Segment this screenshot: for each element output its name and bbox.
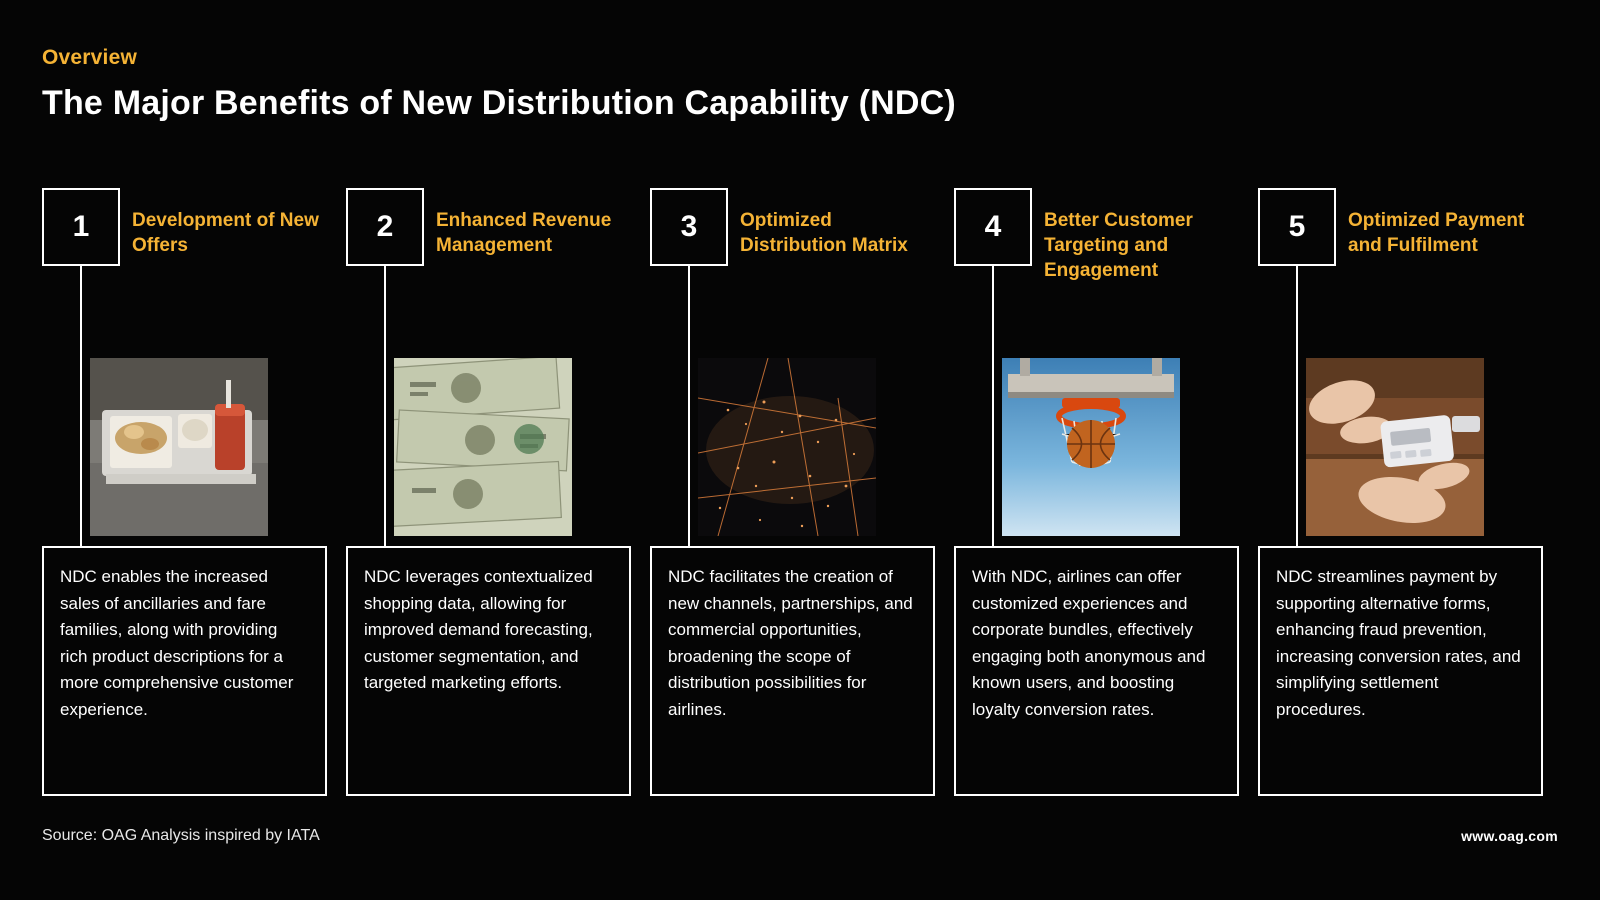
benefit-number-3: 3 [650,188,728,266]
benefit-number-5: 5 [1258,188,1336,266]
benefit-description-3: NDC facilitates the creation of new channels, partnerships, and commercial opportunities, broadening the scope of distribution possibilities for airlines. [650,546,935,796]
eyebrow-label: Overview [42,46,137,69]
benefit-description-5: NDC streamlines payment by supporting alternative forms, enhancing fraud prevention, increasing conversion rates, and simplifying settlement procedures. [1258,546,1543,796]
connector-line-4 [992,266,994,546]
benefit-column-3 [650,188,935,808]
benefit-description-4: With NDC, airlines can offer customized experiences and corporate bundles, effectively engaging both anonymous and known users, and boosting loyalty conversion rates. [954,546,1239,796]
benefit-column-5 [1258,188,1543,808]
benefit-label-5: Optimized Payment and Fulfilment [1348,210,1525,257]
benefit-header-1 [42,188,327,266]
airline-meal-tray-photo [90,358,268,536]
benefit-label-4: Better Customer Targeting and Engagement [1044,210,1193,282]
benefit-header-2 [346,188,631,266]
benefit-number-1: 1 [42,188,120,266]
benefit-label-3: Optimized Distribution Matrix [740,210,908,257]
benefit-number-4: 4 [954,188,1032,266]
hand-using-card-payment-terminal-photo [1306,358,1484,536]
page-title: The Major Benefits of New Distribution Capability (NDC) [42,84,956,122]
benefits-columns [42,188,1558,808]
benefit-column-1 [42,188,327,808]
benefit-column-4 [954,188,1239,808]
benefit-description-1: NDC enables the increased sales of ancillaries and fare families, along with providing rich product descriptions for a more comprehensive customer experience. [42,546,327,796]
benefit-label-2: Enhanced Revenue Management [436,210,612,257]
connector-line-5 [1296,266,1298,546]
city-lights-aerial-night-photo [698,358,876,536]
connector-line-1 [80,266,82,546]
website-label: www.oag.com [1461,828,1558,844]
connector-line-3 [688,266,690,546]
connector-line-2 [384,266,386,546]
basketball-hoop-sky-photo [1002,358,1180,536]
benefit-description-2: NDC leverages contextualized shopping data, allowing for improved demand forecasting, customer segmentation, and targeted marketing efforts. [346,546,631,796]
benefit-header-3 [650,188,935,266]
benefit-column-2 [346,188,631,808]
benefit-number-2: 2 [346,188,424,266]
source-note: Source: OAG Analysis inspired by IATA [42,827,320,844]
benefit-header-5 [1258,188,1543,266]
us-dollar-banknotes-photo [394,358,572,536]
benefit-header-4 [954,188,1239,282]
benefit-label-1: Development of New Offers [132,210,319,257]
